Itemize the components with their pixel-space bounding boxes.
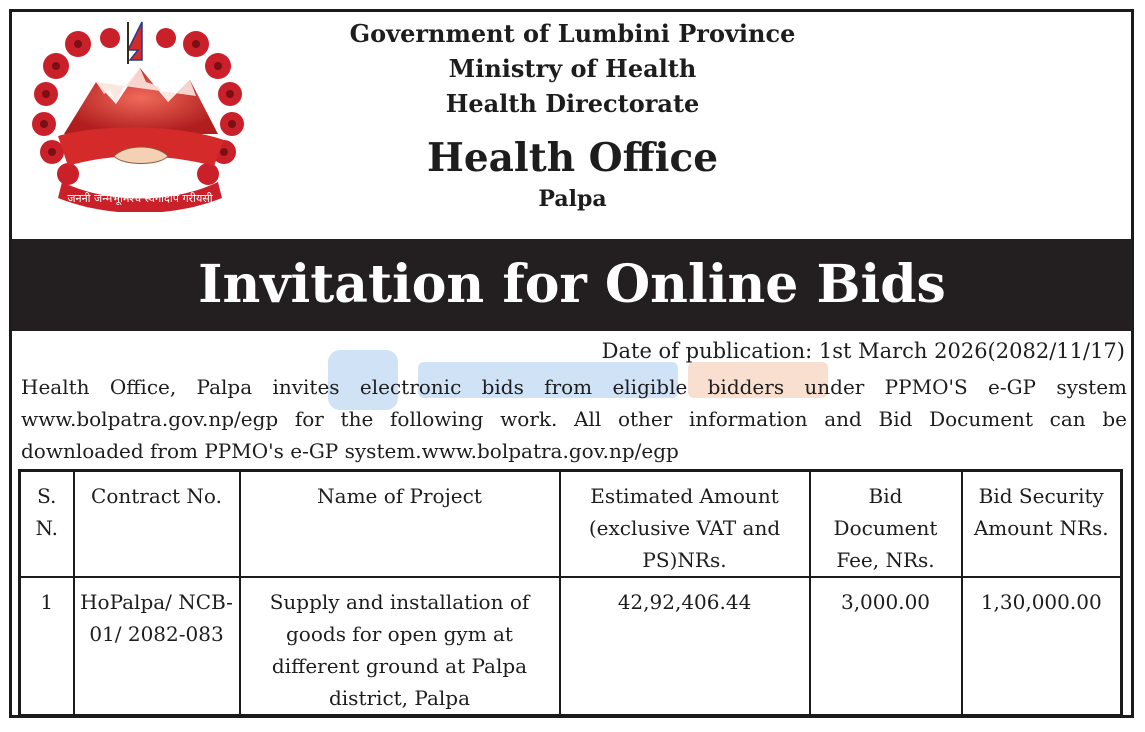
cell-bid-document-fee: 3,000.00 xyxy=(810,577,962,716)
cell-project-name: Supply and installation of goods for open gym at different ground at Palpa district, Palpa xyxy=(240,577,560,716)
bids-table xyxy=(18,469,1123,717)
intro-line: downloaded from PPMO's e-GP system.www.bolpatra.gov.np/egp xyxy=(21,439,679,463)
government-line: Government of Lumbini Province xyxy=(349,19,796,48)
intro-line: Health Office, Palpa invites electronic bids from eligible bidders under PPMO'S e-GP system xyxy=(21,375,1127,399)
table-header-row xyxy=(20,471,1122,578)
cell-bid-security: 1,30,000.00 xyxy=(962,577,1122,716)
header-sn: S. N. xyxy=(20,471,74,578)
intro-paragraph xyxy=(21,371,1127,467)
office-location: Palpa xyxy=(538,186,607,212)
ministry-line: Ministry of Health xyxy=(448,54,697,83)
header-bid-document-fee: Bid Document Fee, NRs. xyxy=(810,471,962,578)
header-estimated-amount: Estimated Amount (exclusive VAT and PS)NRs. xyxy=(560,471,810,578)
notice-banner: Invitation for Online Bids xyxy=(12,239,1132,331)
nepal-emblem-logo xyxy=(18,16,262,212)
header-contract-no: Contract No. xyxy=(74,471,240,578)
cell-contract-no: HoPalpa/ NCB-01/ 2082-083 xyxy=(74,577,240,716)
intro-line: www.bolpatra.gov.np/egp for the following work. All other information and Bid Document can be xyxy=(21,407,1127,431)
cell-estimated-amount: 42,92,406.44 xyxy=(560,577,810,716)
header-project-name: Name of Project xyxy=(240,471,560,578)
publication-date: Date of publication: 1st March 2026(2082/11/17) xyxy=(601,339,1125,363)
table-row xyxy=(20,577,1122,716)
directorate-line: Health Directorate xyxy=(445,89,700,118)
emblem-motto: जननी जन्मभूमिश्च स्वर्गादपि गरीयसी xyxy=(67,192,213,205)
header-bid-security: Bid Security Amount NRs. xyxy=(962,471,1122,578)
cell-sn: 1 xyxy=(20,577,74,716)
office-title: Health Office xyxy=(426,135,719,181)
